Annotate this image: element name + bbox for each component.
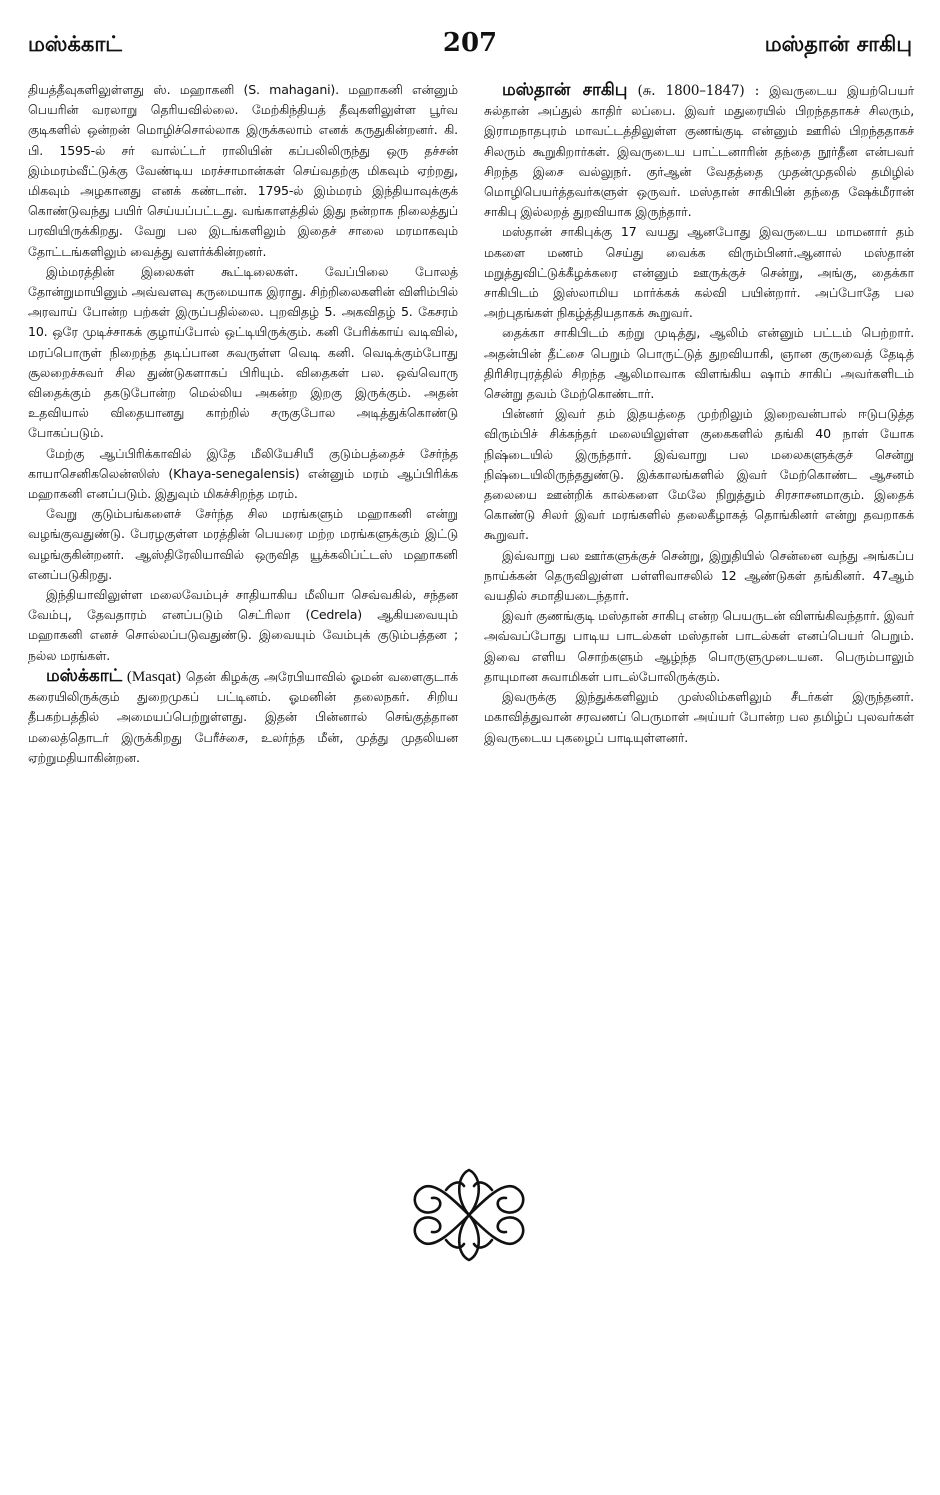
entry-dates: (சு. 1800–1847) : (637, 83, 760, 99)
paragraph: மஸ்தான் சாகிபுக்கு 17 வயது ஆனபோது இவருடைய மாமனார் தம் மகளை மணம் செய்து வைக்க விரும்பினர்.ஆனால் மஸ்தான் மறுத்துவிட்டுக்கீழக்கரை என்னும் ஊருக்குச் சென்று, அங்கு, தைக்கா சாகிபிடம் இஸ்லாமிய மார்க்கக் கல்வி பயின்றார். அப்போதே பல அற்புதங்கள் நிகழ்த்தியதாகக் கூறுவர். (484, 224, 914, 321)
header-left-title: மஸ்க்காட் (28, 32, 123, 56)
right-column (484, 80, 914, 748)
left-column (28, 80, 458, 768)
page-header (28, 28, 912, 62)
paragraph: தியத்தீவுகளிலுள்ளது ஸ். மஹாகனி (S. mahagani). மஹாகனி என்னும் பெயரின் வரலாறு தெரியவில்லை. மேற்கிந்தியத் தீவுகளிலுள்ள பூர்வ குடிகளில் ஒன்றன் மொழிச்சொல்லாக இருக்கலாம் எனக் கருதுகின்றனர். கி. பி. 1595-ல் சர் வால்ட்டர் ராலியின் கப்பலிலிருந்து ஒரு தச்சன் இம்மரம்வீட்டுக்கு வேண்டிய மரச்சாமான்கள் செய்வதற்கு மிகவும் ஏற்றது, மிகவும் அழகானது எனக் கண்டான். 1795-ல் இம்மரம் இந்தியாவுக்குக் கொண்டுவந்து பயிர் செய்யப்பட்டது. வங்காளத்தில் இது நன்றாக நிலைத்துப் பரவியிருக்கிறது. வேறு பல இடங்களிலும் இதைச் சாலை மரமாகவும் தோட்டங்களிலும் வைத்து வளர்க்கின்றனர். (28, 82, 458, 259)
paragraph: இந்தியாவிலுள்ள மலைவேம்புச் சாதியாகிய மீலியா செவ்வகில், சந்தன வேம்பு, தேவதாரம் எனப்படும் செட்ரிலா (Cedrela) ஆகியவையும் மஹாகனி எனச் சொல்லப்படுவதுண்டு. இவையும் வேம்புக் குடும்பத்தன ; நல்ல மரங்கள். (28, 587, 458, 663)
paragraph: இவருக்கு இந்துக்களிலும் முஸ்லிம்களிலும் சீடர்கள் இருந்தனர். மகாவித்துவான் சரவணப் பெருமாள் அய்யர் போன்ற பல தமிழ்ப் புலவர்கள் இவருடைய புகழைப் பாடியுள்ளனர். (484, 689, 914, 745)
paragraph: மேற்கு ஆப்பிரிக்காவில் இதே மீலியேசியீ குடும்பத்தைச் சேர்ந்த காயாசெனிகலென்ஸிஸ் (Khaya-senegalensis) என்னும் மரம் ஆப்பிரிக்க மஹாகனி எனப்படும். இதுவும் மிகச்சிறந்த மரம். (28, 445, 458, 502)
body-columns (28, 80, 912, 800)
entry-subheading: (Masqat) (126, 668, 182, 685)
entry-body: இவருடைய இயற்பெயர் சுல்தான் அப்துல் காதிர் லப்பை. இவர் மதுரையில் பிறந்ததாகச் சிலரும், இராமநாதபுரம் மாவட்டத்திலுள்ள குணங்குடி என்னும் ஊரில் பிறந்ததாகச் சிலரும் கூறுகிறார்கள். இவருடைய பாட்டனாரின் தந்தை நூர்தீன என்பவர் சிறந்த இசை வல்லுநர். குர்ஆன் வேதத்தை முதன்முதலில் தமிழில் மொழிபெயர்த்தவர்களுள் ஒருவர். மஸ்தான் சாகிபின் தந்தை ஷேக்மீரான் சாகிபு இல்லறத் துறவியாக இருந்தார். (484, 83, 914, 220)
paragraph: வேறு குடும்பங்களைச் சேர்ந்த சில மரங்களும் மஹாகனி என்று வழங்குவதுண்டு. பேரழகுள்ள மரத்தின் பெயரை மற்ற மரங்களுக்கும் இட்டு வழங்குகின்றனர். ஆஸ்திரேலியாவில் ஒருவித யூக்கலிப்ட்டஸ் மஹாகனி எனப்படுகிறது. (28, 506, 458, 582)
paragraph: இவர் குணங்குடி மஸ்தான் சாகிபு என்ற பெயருடன் விளங்கிவந்தார். இவர் அவ்வப்போது பாடிய பாடல்கள் மஸ்தான் பாடல்கள் எனப்பெயர் பெறும். இவை எளிய சொற்களும் ஆழ்ந்த பொருளுமுடையன. பெரும்பாலும் தாயுமான சுவாமிகள் பாடல்போலிருக்கும். (484, 608, 914, 684)
decorative-ornament-icon (394, 1160, 544, 1270)
paragraph: தைக்கா சாகிபிடம் கற்று முடித்து, ஆலிம் என்னும் பட்டம் பெற்றார். அதன்பின் தீட்சை பெறும் பொருட்டுத் துறவியாகி, ஞான குருவைத் தேடித் திரிசிரபுரத்தில் சிறந்த ஆலிமாவாக விளங்கிய ஷாம் சாகிப் அவர்களிடம் சென்று தவம் மேற்கொண்டார். (484, 325, 914, 402)
header-right-title: மஸ்தான் சாகிபு (764, 32, 912, 56)
entry-body: தென் கிழக்கு அரேபியாவில் ஓமன் வளைகுடாக் கரையிலிருக்கும் துறைமுகப் பட்டினம். ஓமனின் தலைநகர். சிறிய தீபகற்பத்தில் அமையப்பெற்றுள்ளது. இதன் பின்னால் செங்குத்தான மலைத்தொடர் இருக்கிறது பேரீச்சை, உலர்ந்த மீன், முத்து முதலியன ஏற்றுமதியாகின்றன. (28, 668, 458, 765)
paragraph: பின்னர் இவர் தம் இதயத்தை முற்றிலும் இறைவன்பால் ஈடுபடுத்த விரும்பிச் சிக்கந்தர் மலையிலுள்ள குகைகளில் தங்கி 40 நாள் யோக நிஷ்டையில் இருந்தார். இவ்வாறு பல மலைகளுக்குச் சென்று நிஷ்டையிலிருந்ததுண்டு. இக்காலங்களில் இவர் மேற்கொண்ட ஆசனம் தலையை ஊன்றிக் கால்களை மேலே நிறுத்தும் சிரசாசனமாகும். இதைக் கொண்டு சிலர் இவர் மரங்களில் தலைகீழாகத் தொங்கினர் என்று தவறாகக் கூறுவர். (484, 406, 914, 543)
entry-masqat (28, 666, 458, 768)
entry-heading: மஸ்க்காட் (46, 665, 123, 686)
paragraph: இவ்வாறு பல ஊர்களுக்குச் சென்று, இறுதியில் சென்னை வந்து அங்கப்ப நாய்க்கன் தெருவிலுள்ள பள்ளிவாசலில் 12 ஆண்டுகள் தங்கினர். 47ஆம் வயதில் சமாதியடைந்தார். (484, 547, 914, 604)
page-number: 207 (442, 28, 498, 58)
paragraph: இம்மரத்தின் இலைகள் கூட்டிலைகள். வேப்பிலை போலத் தோன்றுமாயினும் அவ்வளவு கருமையாக இராது. சிற்றிலைகளின் விளிம்பில் அரவாய் போன்ற பற்கள் இருப்பதில்லை. புறவிதழ் 5. அகவிதழ் 5. கேசரம் 10. ஒரே முடிச்சாகக் குழாய்போல் ஒட்டியிருக்கும். கனி பேரிக்காய் வடிவில், மரப்பொருள் நிறைந்த தடிப்பான சுவருள்ள வெடி கனி. வெடிக்கும்போது சூலறைச்சுவர் சில துண்டுகளாகப் பிரியும். விதைகள் பல. ஒவ்வொரு விதைக்கும் தகடுபோன்ற மெல்லிய அகன்ற இறகு இருக்கும். அதன் உதவியால் விதையானது காற்றில் சருகுபோல அடித்துக்கொண்டு போகப்படும். (28, 263, 458, 441)
entry-heading: மஸ்தான் சாகிபு (502, 80, 628, 100)
entry-mastan-sahib (484, 80, 914, 222)
